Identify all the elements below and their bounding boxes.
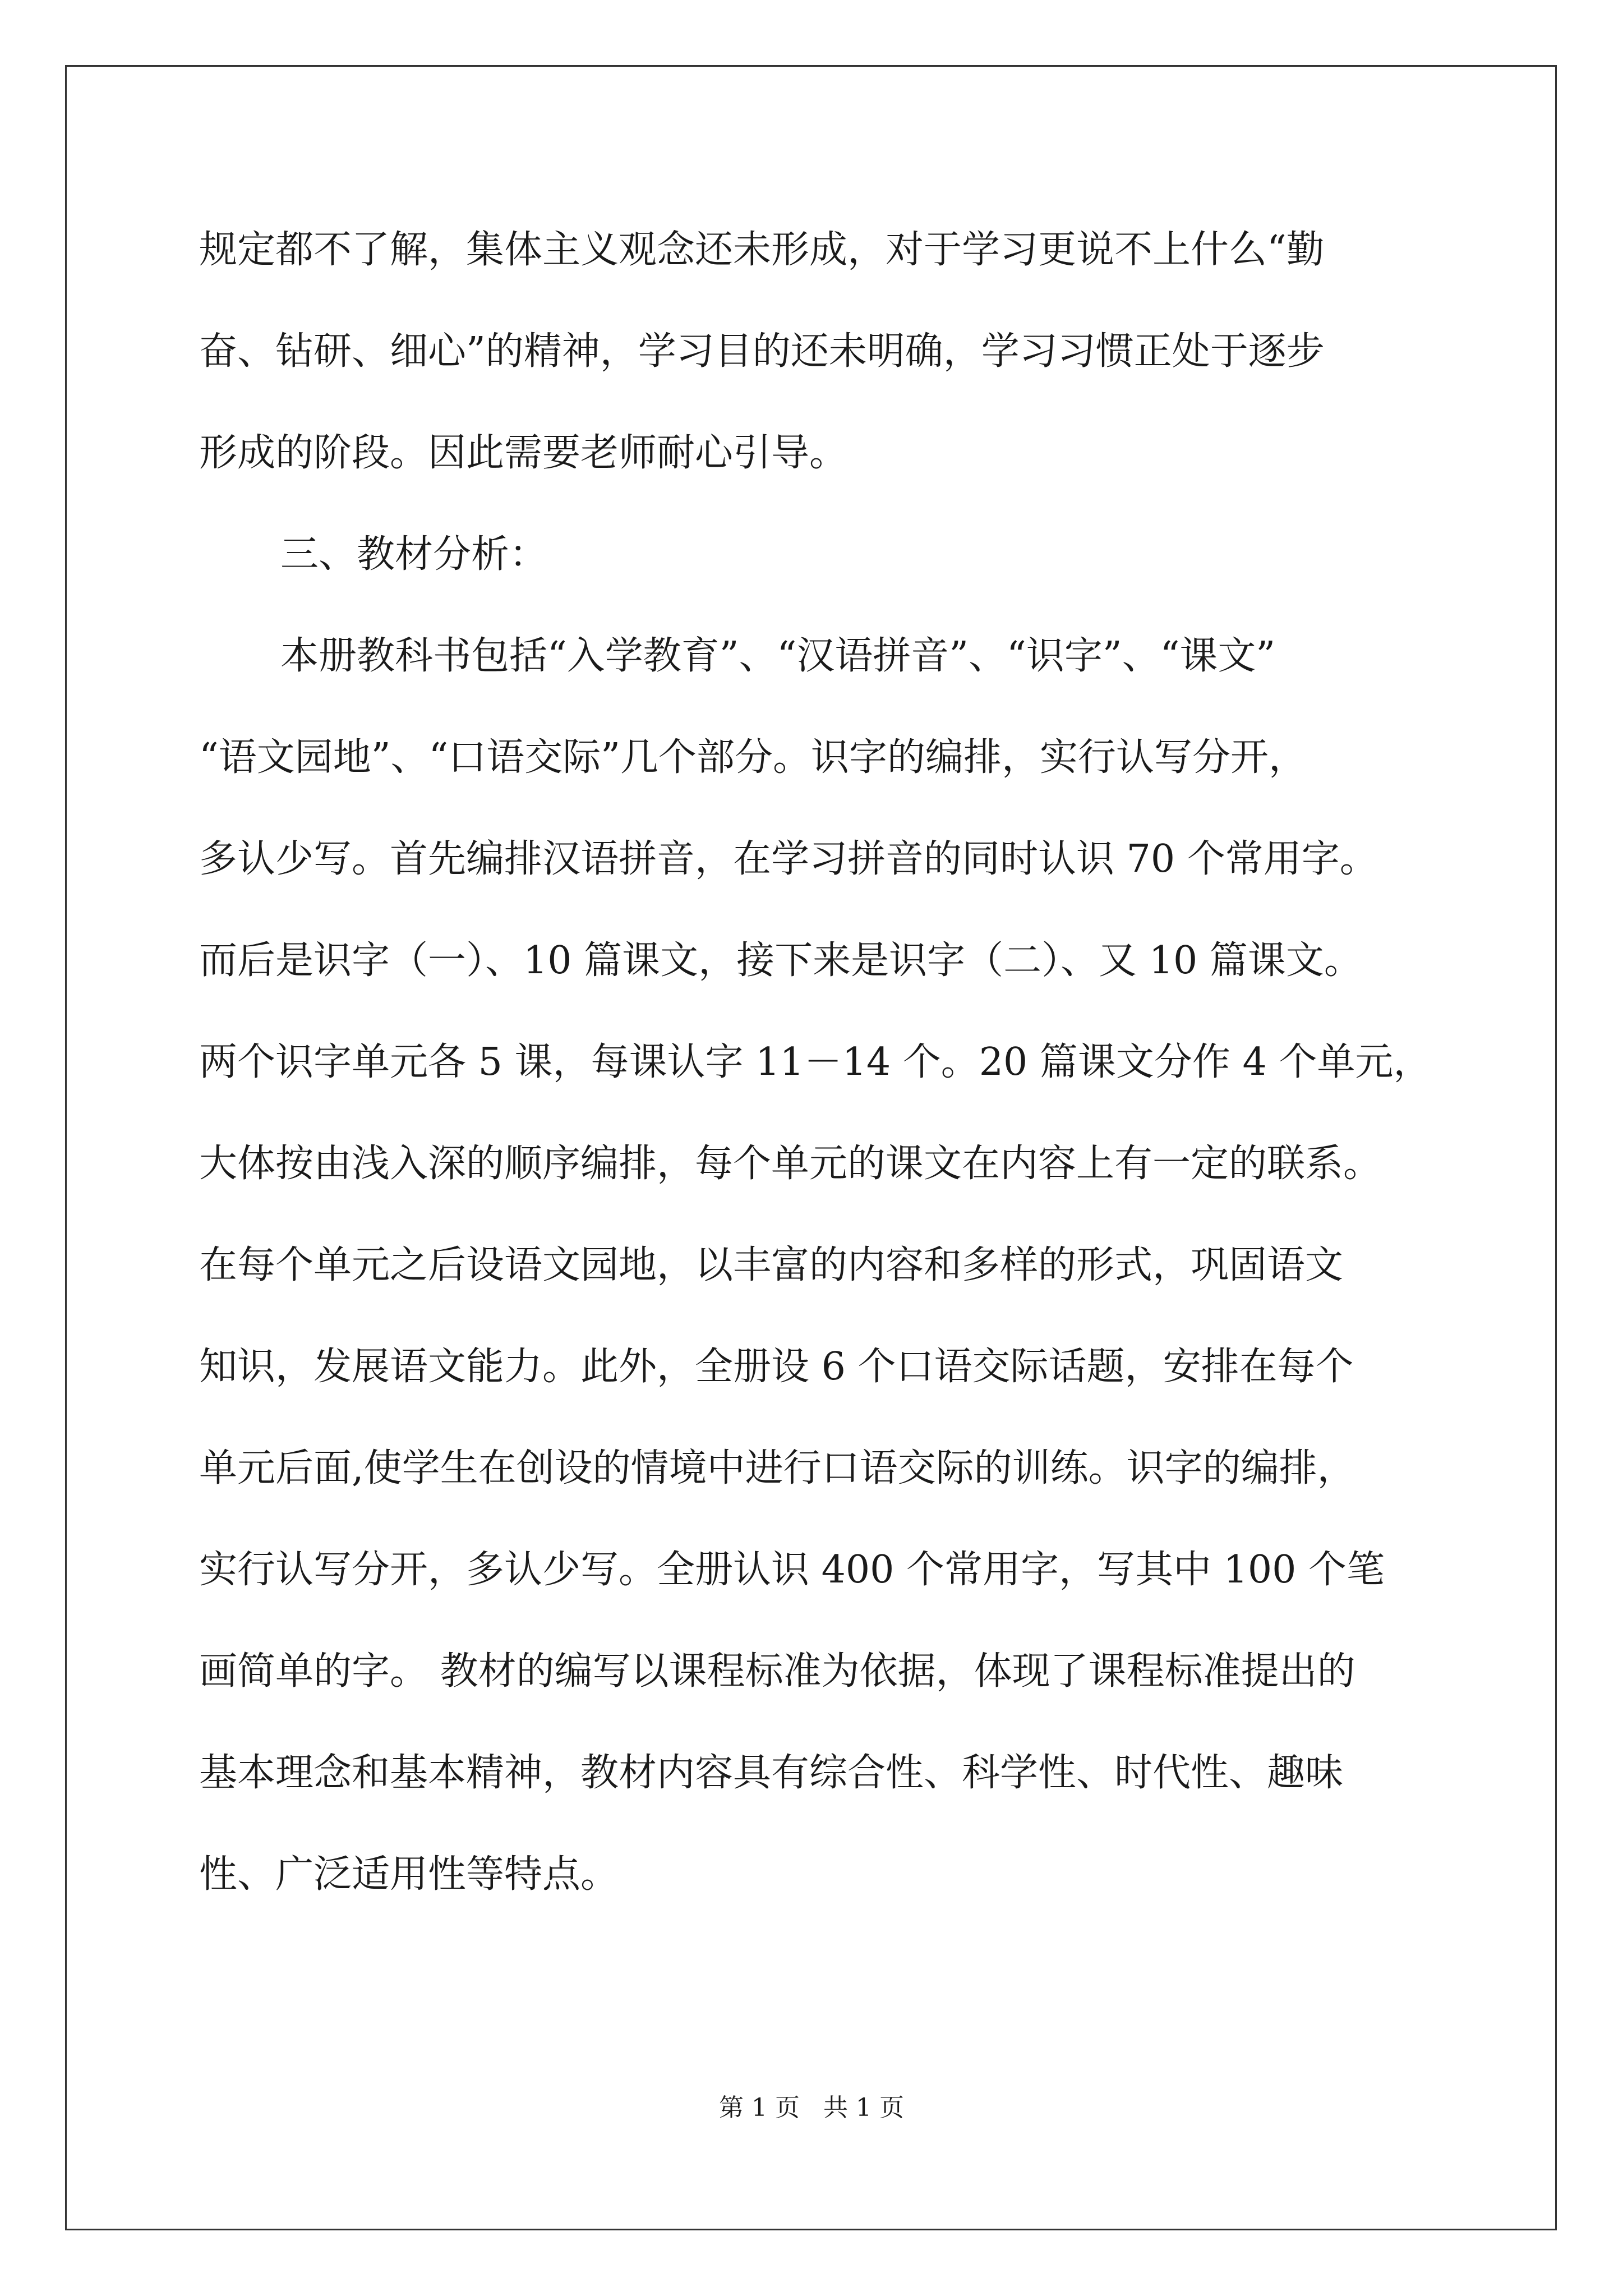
paragraph-line: 性、广泛适用性等特点。 [199, 1852, 619, 1897]
page-number-footer: 第 1 页 共 1 页 [719, 2093, 904, 2122]
paragraph-line: 画简单的字。 教材的编写以课程标准为依据，体现了课程标准提出的 [199, 1649, 1355, 1694]
paragraph-line: 多认少写。首先编排汉语拼音，在学习拼音的同时认识 70 个常用字。 [199, 837, 1378, 881]
paragraph-line: 本册教科书包括“入学教育”、“汉语拼音”、“识字”、“课文” [280, 634, 1276, 678]
section-heading: 三、教材分析： [280, 532, 548, 577]
paragraph-line: 实行认写分开，多认少写。全册认识 400 个常用字，写其中 100 个笔 [199, 1548, 1385, 1592]
paragraph-line: 单元后面,使学生在创设的情境中进行口语交际的训练。识字的编排， [199, 1446, 1355, 1490]
paragraph-line: 形成的阶段。因此需要老师耐心引导。 [199, 431, 848, 475]
paragraph-line: 奋、钻研、细心”的精神，学习目的还未明确，学习习惯正处于逐步 [199, 329, 1325, 374]
paragraph-line: 而后是识字（一）、10 篇课文，接下来是识字（二）、又 10 篇课文。 [199, 938, 1362, 983]
paragraph-line: “语文园地”、“口语交际”几个部分。识字的编排，实行认写分开， [199, 735, 1307, 780]
paragraph-line: 在每个单元之后设语文园地，以丰富的内容和多样的形式，巩固语文 [199, 1243, 1344, 1287]
paragraph-line: 基本理念和基本精神，教材内容具有综合性、科学性、时代性、趣味 [199, 1751, 1344, 1795]
paragraph-line: 知识，发展语文能力。此外，全册设 6 个口语交际话题，安排在每个 [199, 1345, 1354, 1389]
paragraph-line: 规定都不了解，集体主义观念还未形成，对于学习更说不上什么“勤 [199, 228, 1325, 272]
paragraph-line: 大体按由浅入深的顺序编排，每个单元的课文在内容上有一定的联系。 [199, 1142, 1382, 1186]
paragraph-line: 两个识字单元各 5 课，每课认字 11－14 个。20 篇课文分作 4 个单元， [199, 1040, 1432, 1084]
